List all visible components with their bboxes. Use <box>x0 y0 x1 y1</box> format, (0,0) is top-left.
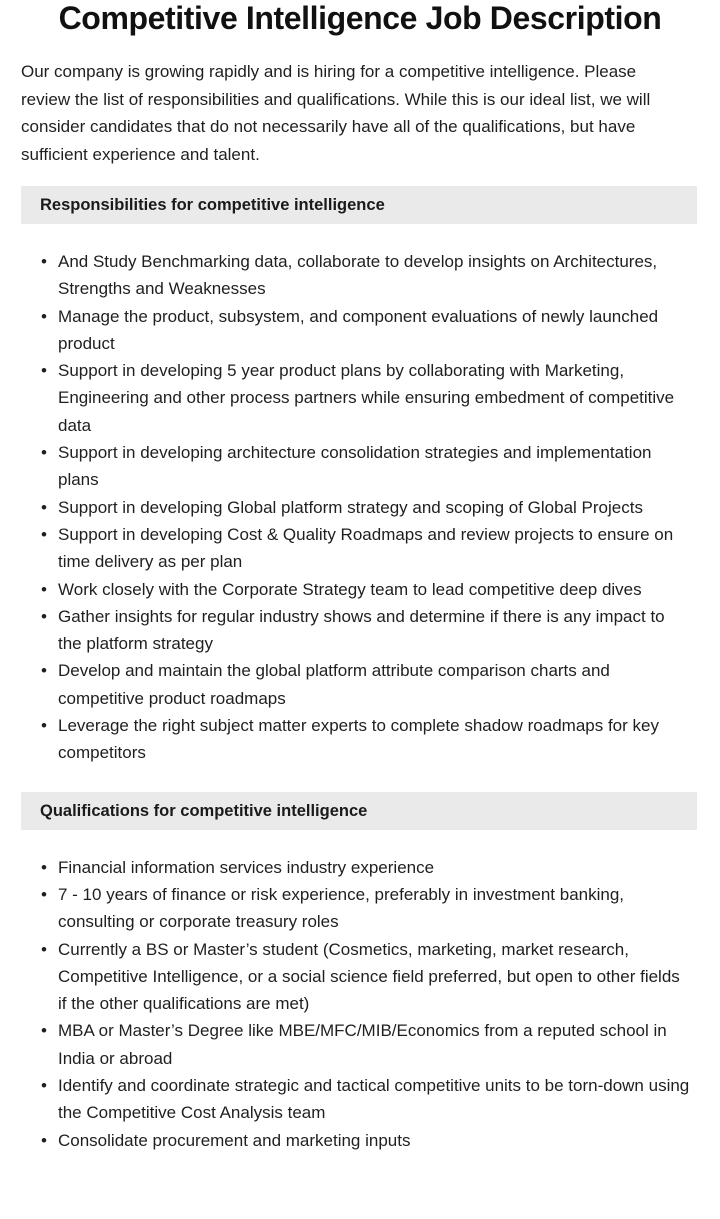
list-item <box>0 657 720 712</box>
bullet-icon: • <box>41 252 47 271</box>
list-item-text: And Study Benchmarking data, collaborate to develop insights on Architectures, Strengths and Weaknesses <box>58 252 658 299</box>
list-item-text: Consolidate procurement and marketing inputs <box>58 1130 411 1150</box>
bullet-icon: • <box>41 443 47 463</box>
list-item-text: Currently a BS or Master’s student (Cosmetics, marketing, market research, Competitive Intelligence, or a social science field preferred, but open to other fields if the other qualifications are met) <box>58 939 680 1014</box>
list-item-text: 7 - 10 years of finance or risk experience, preferably in investment banking, consulting or corporate treasury roles <box>58 884 625 932</box>
bullet-icon: • <box>41 497 47 517</box>
list-item <box>0 1127 720 1154</box>
list-item-text: Support in developing Global platform strategy and scoping of Global Projects <box>58 497 643 517</box>
list-item-text: Develop and maintain the global platform attribute comparison charts and competitive product roadmaps <box>58 661 610 708</box>
bullet-icon: • <box>41 884 47 904</box>
list-item <box>0 1017 720 1072</box>
bullet-icon: • <box>41 606 47 626</box>
list-item-text: Leverage the right subject matter experts to complete shadow roadmaps for key competitors <box>58 716 659 763</box>
list-item <box>0 521 720 576</box>
list-item <box>0 881 720 936</box>
list-item <box>0 248 720 303</box>
bullet-icon: • <box>41 524 47 544</box>
bullet-icon: • <box>41 939 47 959</box>
section-header-qualifications: Qualifications for competitive intelligence <box>21 792 697 830</box>
list-item-text: Gather insights for regular industry shows and determine if there is any impact to the platform strategy <box>58 606 665 654</box>
list-item <box>0 603 720 658</box>
list-item <box>0 357 720 439</box>
bullet-icon: • <box>41 661 47 681</box>
list-item-text: Manage the product, subsystem, and component evaluations of newly launched product <box>58 306 659 353</box>
list-item <box>0 494 720 521</box>
list-item-text: Support in developing Cost & Quality Roadmaps and review projects to ensure on time delivery as per plan <box>58 524 674 572</box>
list-item <box>0 439 720 494</box>
responsibilities-list <box>0 248 720 767</box>
bullet-icon: • <box>41 1130 47 1150</box>
list-item <box>0 936 720 1018</box>
page-title: Competitive Intelligence Job Description <box>58 0 662 36</box>
section-responsibilities <box>0 186 720 771</box>
list-item <box>0 712 720 767</box>
bullet-icon: • <box>41 306 47 326</box>
list-item-text: Work closely with the Corporate Strategy team to lead competitive deep dives <box>58 579 642 599</box>
bullet-icon: • <box>41 579 47 599</box>
list-item <box>0 576 720 603</box>
list-item <box>0 303 720 358</box>
section-body-responsibilities <box>0 248 720 771</box>
bullet-icon: • <box>41 1076 47 1096</box>
bullet-icon: • <box>41 857 47 877</box>
section-header-responsibilities: Responsibilities for competitive intelligence <box>21 186 697 224</box>
section-qualifications <box>0 792 720 1158</box>
list-item-text: Identify and coordinate strategic and tactical competitive units to be torn-down using the Competitive Cost Analysis team <box>58 1076 690 1123</box>
qualifications-list <box>0 854 720 1154</box>
list-item-text: Support in developing 5 year product plans by collaborating with Marketing, Engineering and other process partners while ensuring embedment of competitive data <box>58 361 675 435</box>
list-item-text: Support in developing architecture consolidation strategies and implementation plans <box>58 443 652 490</box>
list-item <box>0 854 720 881</box>
bullet-icon: • <box>41 1021 47 1041</box>
list-item-text: Financial information services industry experience <box>58 857 435 877</box>
list-item-text: MBA or Master’s Degree like MBE/MFC/MIB/Economics from a reputed school in India or abroad <box>58 1021 667 1068</box>
bullet-icon: • <box>41 361 47 381</box>
list-item <box>0 1072 720 1127</box>
bullet-icon: • <box>41 716 47 736</box>
section-body-qualifications <box>0 854 720 1158</box>
intro-paragraph: Our company is growing rapidly and is hiring for a competitive intelligence. Please review the list of responsibilities and qualifications. While this is our ideal list, we will consider candidates that do not necessarily have all of the qualifications, but have sufficient experience and talent. <box>21 62 651 164</box>
